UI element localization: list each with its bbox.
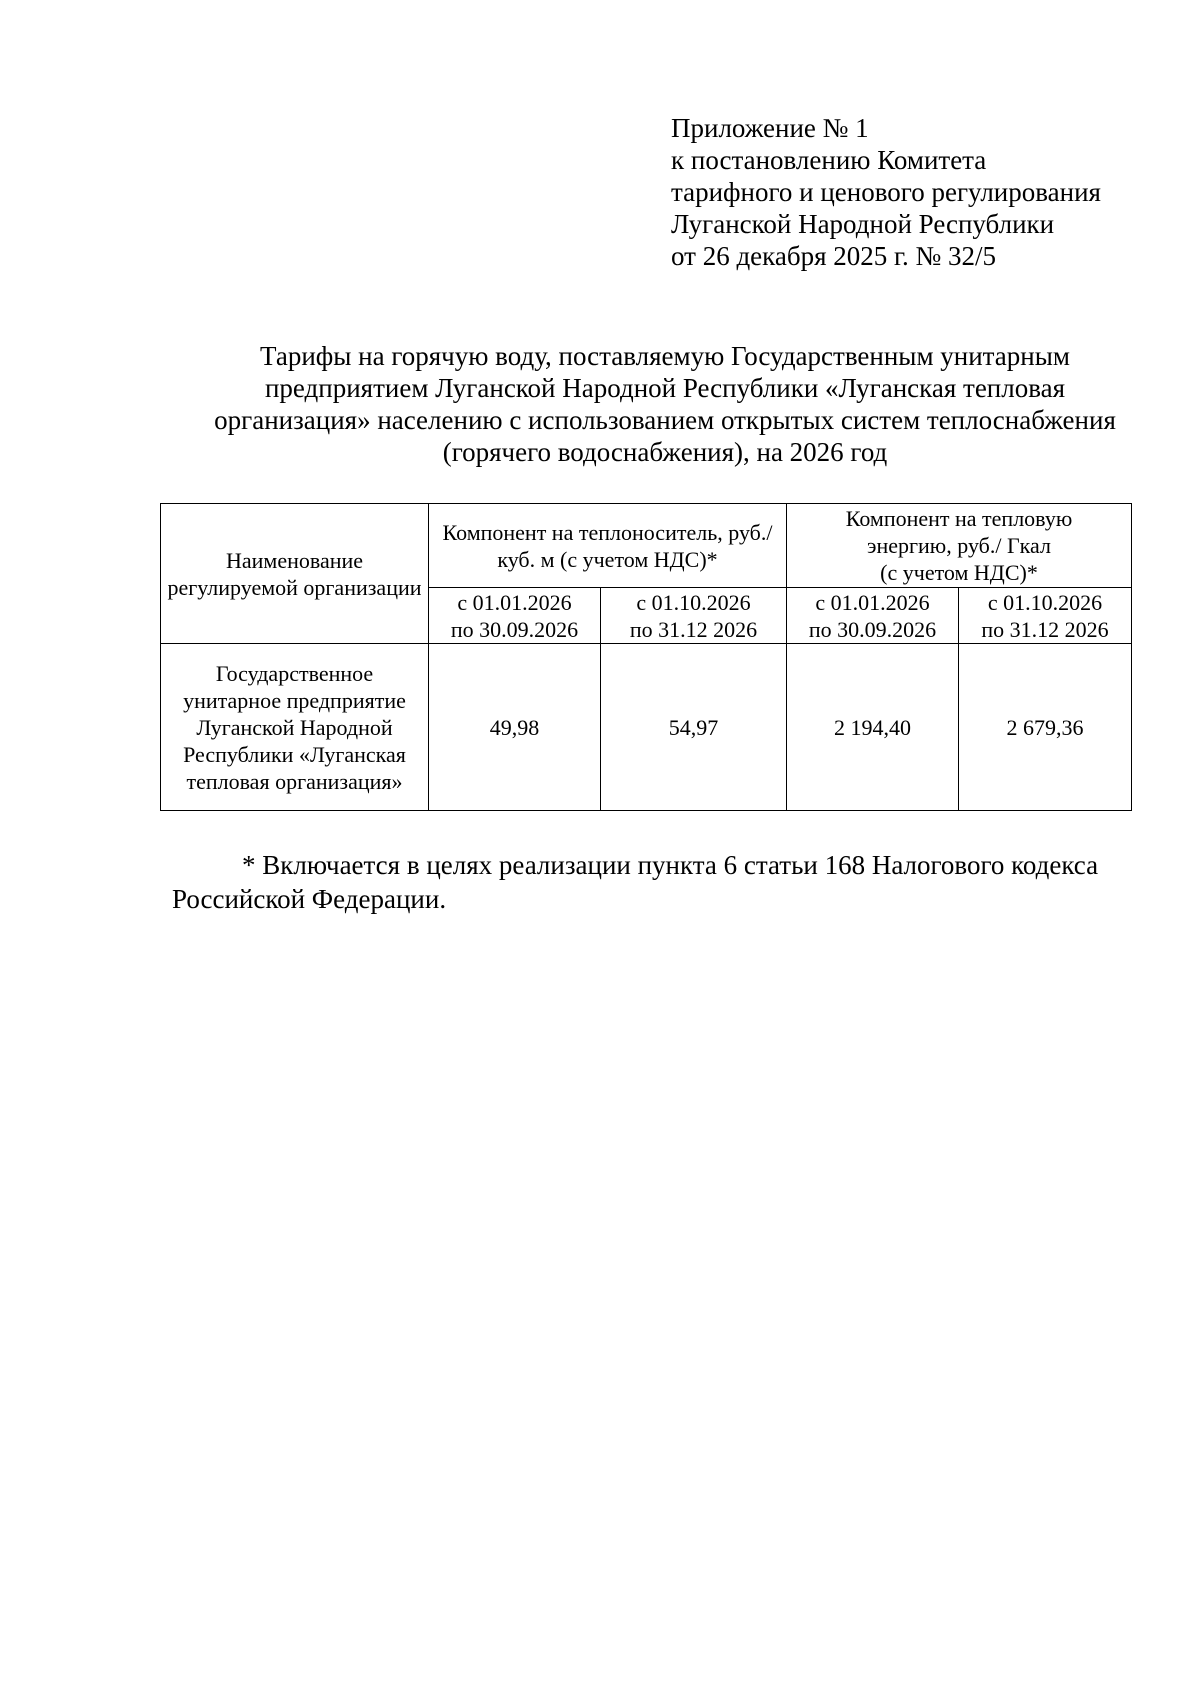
title-line: предприятием Луганской Народной Республики «Луганская тепловая xyxy=(264,373,1066,403)
annex-header xyxy=(671,112,1131,272)
annex-line: от 26 декабря 2025 г. № 32/5 xyxy=(671,241,997,271)
tariff-table xyxy=(160,503,1132,811)
title-line: организация» населению с использованием открытых систем теплоснабжения xyxy=(214,405,1116,435)
title-line: (горячего водоснабжения), на 2026 год xyxy=(442,437,888,467)
tariff-value-cell: 2 679,36 xyxy=(959,644,1132,811)
header-label-line: энергию, руб./ Гкал xyxy=(867,533,1051,558)
period-to: по 31.12 2026 xyxy=(629,616,758,642)
table-row xyxy=(161,644,1132,811)
period-header xyxy=(601,588,787,644)
header-label-line: Компонент на тепловую xyxy=(845,506,1073,531)
annex-line: к постановлению Комитета xyxy=(671,145,987,175)
period-to: по 31.12 2026 xyxy=(981,616,1109,642)
organization-name: Государственное унитарное предприятие Луганской Народной Республики «Луганская тепловая организация» xyxy=(183,660,406,794)
annex-line: тарифного и ценового регулирования xyxy=(671,177,1101,207)
column-header-heat-carrier xyxy=(429,504,787,588)
title-line: Тарифы на горячую воду, поставляемую Государственным унитарным xyxy=(260,341,1070,371)
period-header xyxy=(959,588,1132,644)
annex-line: Приложение № 1 xyxy=(671,113,869,143)
period-header xyxy=(429,588,601,644)
organization-name-cell xyxy=(161,644,429,811)
period-to: по 30.09.2026 xyxy=(808,616,937,642)
tariff-value-cell: 54,97 xyxy=(601,644,787,811)
period-from: с 01.10.2026 xyxy=(987,589,1103,615)
tariff-value-cell: 49,98 xyxy=(429,644,601,811)
footnote: * Включается в целях реализации пункта 6 статьи 168 Налогового кодекса Российской Федерации. xyxy=(172,850,1099,914)
column-header-organization xyxy=(161,504,429,644)
table-header-row xyxy=(161,504,1132,588)
period-header xyxy=(787,588,959,644)
header-label: Компонент на теплоноситель, руб./куб. м (с учетом НДС)* xyxy=(442,519,773,572)
period-to: по 30.09.2026 xyxy=(450,616,579,642)
header-label: Наименование регулируемой организации xyxy=(167,547,422,600)
tariff-value-cell: 2 194,40 xyxy=(787,644,959,811)
period-from: с 01.10.2026 xyxy=(636,589,751,615)
period-from: с 01.01.2026 xyxy=(815,589,930,615)
column-header-heat-energy xyxy=(787,504,1132,588)
annex-line: Луганской Народной Республики xyxy=(671,209,1055,239)
header-label-line: (с учетом НДС)* xyxy=(880,560,1038,585)
document-title xyxy=(165,340,1165,468)
period-from: с 01.01.2026 xyxy=(457,589,572,615)
